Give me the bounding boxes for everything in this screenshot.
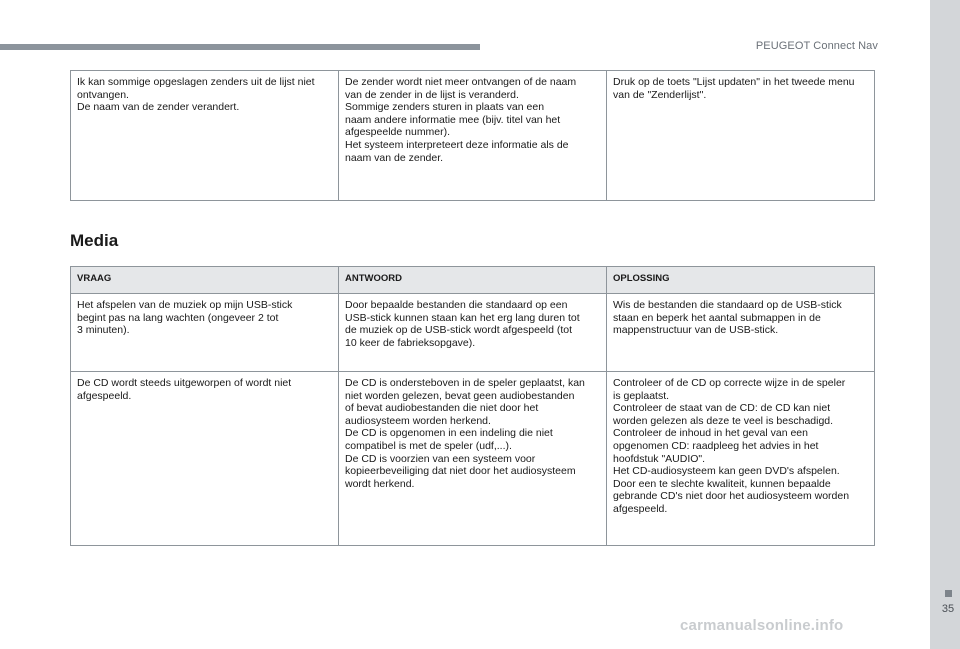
- table-row: [71, 294, 875, 372]
- watermark: carmanualsonline.info: [680, 617, 844, 634]
- answer-cell: De zender wordt niet meer ontvangen of de naam van de zender in de lijst is veranderd. Sommige zenders sturen in plaats van een naam andere informatie mee (bijv. titel van het afgespeelde nummer). Het systeem interpreteert deze informatie als de naam van de zender.: [339, 71, 607, 201]
- table-header-row: [71, 267, 875, 294]
- solution-cell: Controleer of de CD op correcte wijze in de speler is geplaatst. Controleer de staat van de CD: de CD kan niet worden gelezen als deze te veel is beschadigd. Controleer de inhoud in het geval van een opgenomen CD: raadpleeg het advies in het hoofdstuk "AUDIO". Het CD-audiosysteem kan geen DVD's afspelen. Door een te slechte kwaliteit, kunnen bepaalde gebrande CD's niet door het audiosysteem worden afgespeeld.: [607, 372, 875, 546]
- column-header-answer: ANTWOORD: [339, 267, 607, 294]
- troubleshooting-table-continued: [70, 70, 875, 201]
- column-header-question: VRAAG: [71, 267, 339, 294]
- solution-cell: Wis de bestanden die standaard op de USB-stick staan en beperk het aantal submappen in de mappenstructuur van de USB-stick.: [607, 294, 875, 372]
- header-bar: [0, 44, 480, 50]
- question-cell: De CD wordt steeds uitgeworpen of wordt niet afgespeeld.: [71, 372, 339, 546]
- section-title: Media: [70, 231, 119, 250]
- continuation-marker: [945, 590, 952, 597]
- answer-cell: Door bepaalde bestanden die standaard op een USB-stick kunnen staan kan het erg lang duren tot de muziek op de USB-stick wordt afgespeeld (tot 10 keer de fabrieksopgave).: [339, 294, 607, 372]
- table-row: [71, 372, 875, 546]
- page-header-title: PEUGEOT Connect Nav: [755, 40, 878, 52]
- side-strip: [930, 0, 960, 649]
- question-cell: Ik kan sommige opgeslagen zenders uit de lijst niet ontvangen. De naam van de zender verandert.: [71, 71, 339, 201]
- solution-cell: Druk op de toets "Lijst updaten" in het tweede menu van de "Zenderlijst".: [607, 71, 875, 201]
- table-row: [71, 71, 875, 201]
- column-header-solution: OPLOSSING: [607, 267, 875, 294]
- media-troubleshooting-table: [70, 266, 875, 546]
- page-number: 35: [941, 603, 955, 615]
- question-cell: Het afspelen van de muziek op mijn USB-stick begint pas na lang wachten (ongeveer 2 tot 3 minuten).: [71, 294, 339, 372]
- answer-cell: De CD is ondersteboven in de speler geplaatst, kan niet worden gelezen, bevat geen audiobestanden of bevat audiobestanden die niet door het audiosysteem worden herkend. De CD is opgenomen in een indeling die niet compatibel is met de speler (udf,...). De CD is voorzien van een systeem voor kopieerbeveiliging dat niet door het audiosysteem wordt herkend.: [339, 372, 607, 546]
